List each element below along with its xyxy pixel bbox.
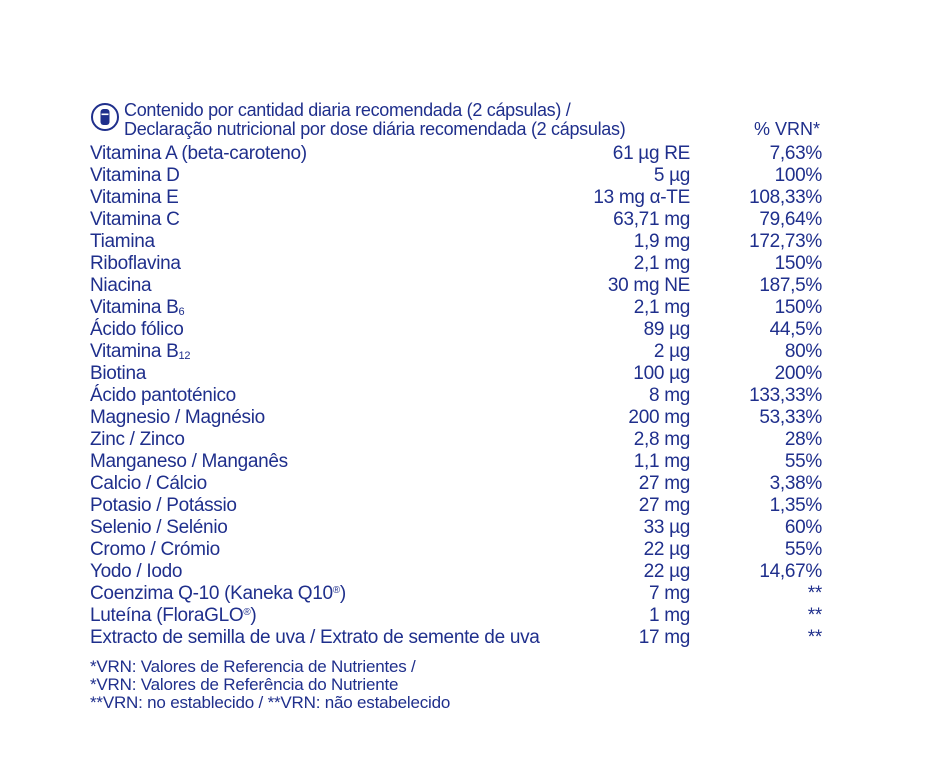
nutrient-name-text: Biotina — [90, 363, 146, 384]
nutrient-vrn-percent: 200% — [774, 363, 822, 384]
nutrient-vrn-percent: 150% — [774, 253, 822, 274]
nutrient-quantity: 30 mg NE — [607, 275, 690, 296]
nutrient-name-text: Calcio / Cálcio — [90, 473, 207, 494]
nutrient-name — [90, 209, 180, 231]
nutrient-quantity: 100 µg — [633, 363, 690, 384]
nutrient-quantity: 1 mg — [648, 605, 690, 626]
nutrient-name-text: Vitamina B — [90, 341, 179, 362]
nutrient-name — [90, 605, 256, 627]
table-row — [90, 341, 822, 363]
nutrient-vrn-percent: 14,67% — [759, 561, 822, 582]
nutrient-name — [90, 627, 540, 649]
table-row — [90, 627, 822, 649]
header-line-es: Contenido por cantidad diaria recomendada (2 cápsulas) / — [124, 100, 571, 120]
nutrient-name-text: Vitamina C — [90, 209, 180, 230]
nutrient-name-text: Magnesio / Magnésio — [90, 407, 265, 428]
nutrient-name-text: Manganeso / Manganês — [90, 451, 288, 472]
nutrient-name-text: Extracto de semilla de uva / Extrato de semente de uva — [90, 627, 540, 648]
table-row — [90, 385, 822, 407]
footnote-line-1: *VRN: Valores de Referencia de Nutrientes / — [90, 657, 416, 676]
header-line-pt: Declaração nutricional por dose diária recomendada (2 cápsulas) — [124, 119, 626, 139]
table-row — [90, 231, 822, 253]
nutrient-vrn-percent: 79,64% — [759, 209, 822, 230]
table-row — [90, 407, 822, 429]
nutrient-quantity: 33 µg — [643, 517, 690, 538]
table-row — [90, 473, 822, 495]
nutrient-name-text: Vitamina D — [90, 165, 180, 186]
nutrient-quantity: 2,8 mg — [633, 429, 690, 450]
nutrient-name-text: Zinc / Zinco — [90, 429, 185, 450]
nutrient-name — [90, 165, 180, 187]
nutrient-name-text: Potasio / Potássio — [90, 495, 237, 516]
table-row — [90, 561, 822, 583]
nutrient-vrn-percent: ** — [807, 627, 822, 648]
nutrient-name — [90, 231, 155, 253]
nutrient-quantity: 27 mg — [638, 495, 690, 516]
nutrient-name — [90, 451, 288, 473]
nutrient-vrn-percent: 3,38% — [769, 473, 822, 494]
nutrient-quantity: 63,71 mg — [613, 209, 690, 230]
nutrient-vrn-percent: 28% — [784, 429, 822, 450]
nutrient-quantity: 2,1 mg — [633, 253, 690, 274]
table-row — [90, 209, 822, 231]
nutrient-vrn-percent: ** — [807, 605, 822, 626]
nutrient-vrn-percent: 100% — [774, 165, 822, 186]
table-row — [90, 143, 822, 165]
nutrient-quantity: 89 µg — [643, 319, 690, 340]
nutrient-vrn-percent: 60% — [784, 517, 822, 538]
nutrient-vrn-percent: 55% — [784, 539, 822, 560]
nutrient-vrn-percent: 80% — [784, 341, 822, 362]
nutrient-name-text: Cromo / Crómio — [90, 539, 220, 560]
nutrient-quantity: 2,1 mg — [633, 297, 690, 318]
nutrient-name-text: Ácido fólico — [90, 319, 184, 340]
nutrient-name — [90, 319, 184, 341]
nutrient-name-text: Yodo / Iodo — [90, 561, 183, 582]
table-row — [90, 165, 822, 187]
table-row — [90, 451, 822, 473]
nutrient-name — [90, 341, 190, 363]
table-row — [90, 363, 822, 385]
nutrient-quantity: 61 µg RE — [612, 143, 690, 164]
nutrient-name — [90, 407, 265, 429]
nutrient-name — [90, 495, 237, 517]
nutrient-quantity: 13 mg α-TE — [593, 187, 690, 208]
nutrient-quantity: 1,9 mg — [633, 231, 690, 252]
nutrient-quantity: 200 mg — [628, 407, 690, 428]
table-row — [90, 517, 822, 539]
nutrient-vrn-percent: 172,73% — [749, 231, 822, 252]
nutrient-name — [90, 363, 146, 385]
nutrient-name — [90, 187, 179, 209]
footnote-line-3: **VRN: no establecido / **VRN: não estabelecido — [90, 693, 451, 712]
nutrient-name — [90, 539, 220, 561]
nutrient-quantity: 17 mg — [638, 627, 690, 648]
nutrient-vrn-percent: ** — [807, 583, 822, 604]
nutrient-vrn-percent: 108,33% — [749, 187, 822, 208]
nutrient-vrn-percent: 55% — [784, 451, 822, 472]
table-row — [90, 253, 822, 275]
nutrient-name-text: Niacina — [90, 275, 152, 296]
nutrient-name-text: Coenzima Q-10 (Kaneka Q10 — [90, 583, 333, 604]
footnotes — [90, 658, 830, 712]
nutrient-name-text: Selenio / Selénio — [90, 517, 228, 538]
nutrient-subscript: 12 — [178, 350, 191, 362]
nutrient-name — [90, 517, 228, 539]
nutrient-name — [90, 297, 184, 319]
nutrient-name — [90, 253, 181, 275]
nutrient-name-text: Riboflavina — [90, 253, 181, 274]
nutrient-name-text: Tiamina — [90, 231, 155, 252]
nutrient-name — [90, 473, 207, 495]
nutrient-name-tail: ) — [250, 605, 257, 626]
nutrient-quantity: 1,1 mg — [633, 451, 690, 472]
nutrient-name-tail: ) — [339, 583, 346, 604]
vrn-column-header: % VRN* — [753, 119, 820, 139]
table-row — [90, 605, 822, 627]
nutrient-name — [90, 275, 151, 297]
nutrient-vrn-percent: 150% — [774, 297, 822, 318]
nutrient-quantity: 8 mg — [648, 385, 690, 406]
registered-mark: ® — [332, 585, 340, 596]
nutrient-vrn-percent: 44,5% — [769, 319, 822, 340]
table-row — [90, 583, 822, 605]
nutrient-vrn-percent: 1,35% — [769, 495, 822, 516]
nutrient-quantity: 5 µg — [653, 165, 690, 186]
nutrient-name — [90, 385, 236, 407]
nutrient-name — [90, 429, 185, 451]
nutrient-quantity: 22 µg — [643, 561, 690, 582]
nutrient-quantity: 22 µg — [643, 539, 690, 560]
registered-mark: ® — [243, 607, 251, 618]
table-row — [90, 275, 822, 297]
nutrient-quantity: 7 mg — [648, 583, 690, 604]
nutrient-name — [90, 583, 346, 605]
table-row — [90, 319, 822, 341]
table-row — [90, 187, 822, 209]
nutrient-name-text: Vitamina A (beta-caroteno) — [90, 143, 307, 164]
nutrient-quantity: 2 µg — [653, 341, 690, 362]
table-row — [90, 297, 822, 319]
capsule-icon — [90, 102, 120, 132]
nutrient-name — [90, 561, 182, 583]
table-row — [90, 429, 822, 451]
nutrient-quantity: 27 mg — [638, 473, 690, 494]
table-row — [90, 495, 822, 517]
nutrient-name — [90, 143, 307, 165]
nutrient-name-text: Luteína (FloraGLO — [90, 605, 244, 626]
nutrient-vrn-percent: 7,63% — [769, 143, 822, 164]
nutrient-table — [90, 143, 822, 649]
table-row — [90, 539, 822, 561]
nutrient-vrn-percent: 187,5% — [759, 275, 822, 296]
footnote-line-2: *VRN: Valores de Referência do Nutriente — [90, 675, 399, 694]
nutrient-name-text: Vitamina B — [90, 297, 179, 318]
nutrient-vrn-percent: 53,33% — [759, 407, 822, 428]
nutrient-subscript: 6 — [178, 306, 185, 318]
nutrient-name-text: Ácido pantoténico — [90, 385, 236, 406]
nutrient-name-text: Vitamina E — [90, 187, 179, 208]
nutrient-vrn-percent: 133,33% — [749, 385, 822, 406]
